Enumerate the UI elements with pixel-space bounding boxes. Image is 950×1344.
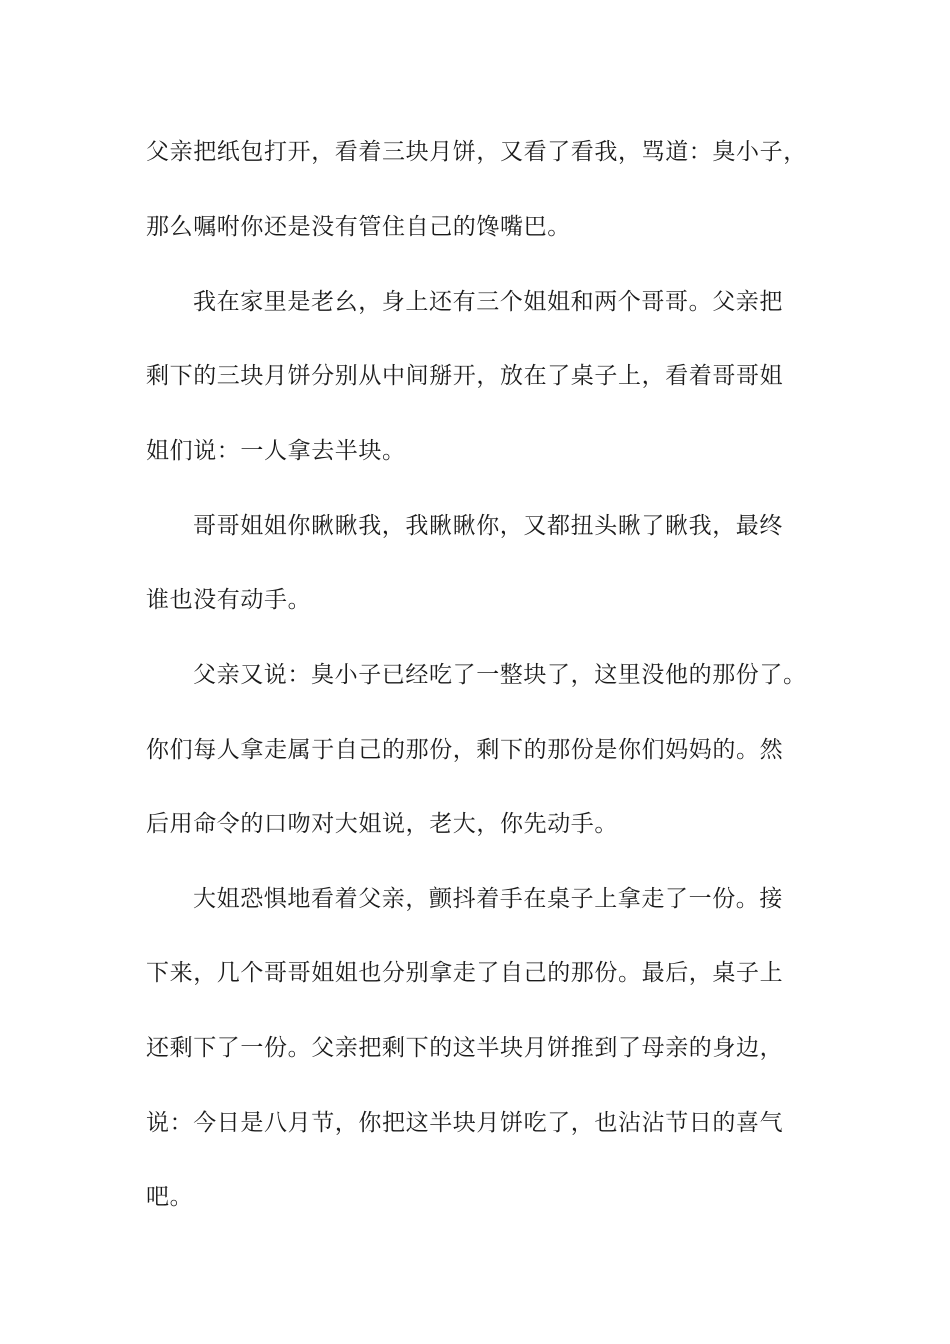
text-line: 下来，几个哥哥姐姐也分别拿走了自己的那份。最后，桌子上 <box>146 960 784 986</box>
text-line: 谁也没有动手。 <box>146 587 312 613</box>
text-line: 姐们说：一人拿去半块。 <box>146 438 406 464</box>
paragraph-first-line: 我在家里是老幺，身上还有三个姐姐和两个哥哥。父亲把 <box>193 289 783 315</box>
text-line: 那么嘱咐你还是没有管住自己的馋嘴巴。 <box>146 214 571 240</box>
text-line: 后用命令的口吻对大姐说，老大，你先动手。 <box>146 811 618 837</box>
paragraph-first-line: 大姐恐惧地看着父亲，颤抖着手在桌子上拿走了一份。接 <box>193 886 783 912</box>
paragraph-first-line: 哥哥姐姐你瞅瞅我，我瞅瞅你，又都扭头瞅了瞅我，最终 <box>193 513 783 539</box>
text-line: 父亲把纸包打开，看着三块月饼，又看了看我，骂道：臭小子， <box>146 139 807 165</box>
text-line: 剩下的三块月饼分别从中间掰开，放在了桌子上，看着哥哥姐 <box>146 363 784 389</box>
text-line: 你们每人拿走属于自己的那份，剩下的那份是你们妈妈的。然 <box>146 737 784 763</box>
paragraph-first-line: 父亲又说：臭小子已经吃了一整块了，这里没他的那份了。 <box>193 662 807 688</box>
text-line: 还剩下了一份。父亲把剩下的这半块月饼推到了母亲的身边， <box>146 1035 784 1061</box>
text-line: 吧。 <box>146 1184 194 1210</box>
text-line: 说：今日是八月节，你把这半块月饼吃了，也沾沾节日的喜气 <box>146 1110 784 1136</box>
